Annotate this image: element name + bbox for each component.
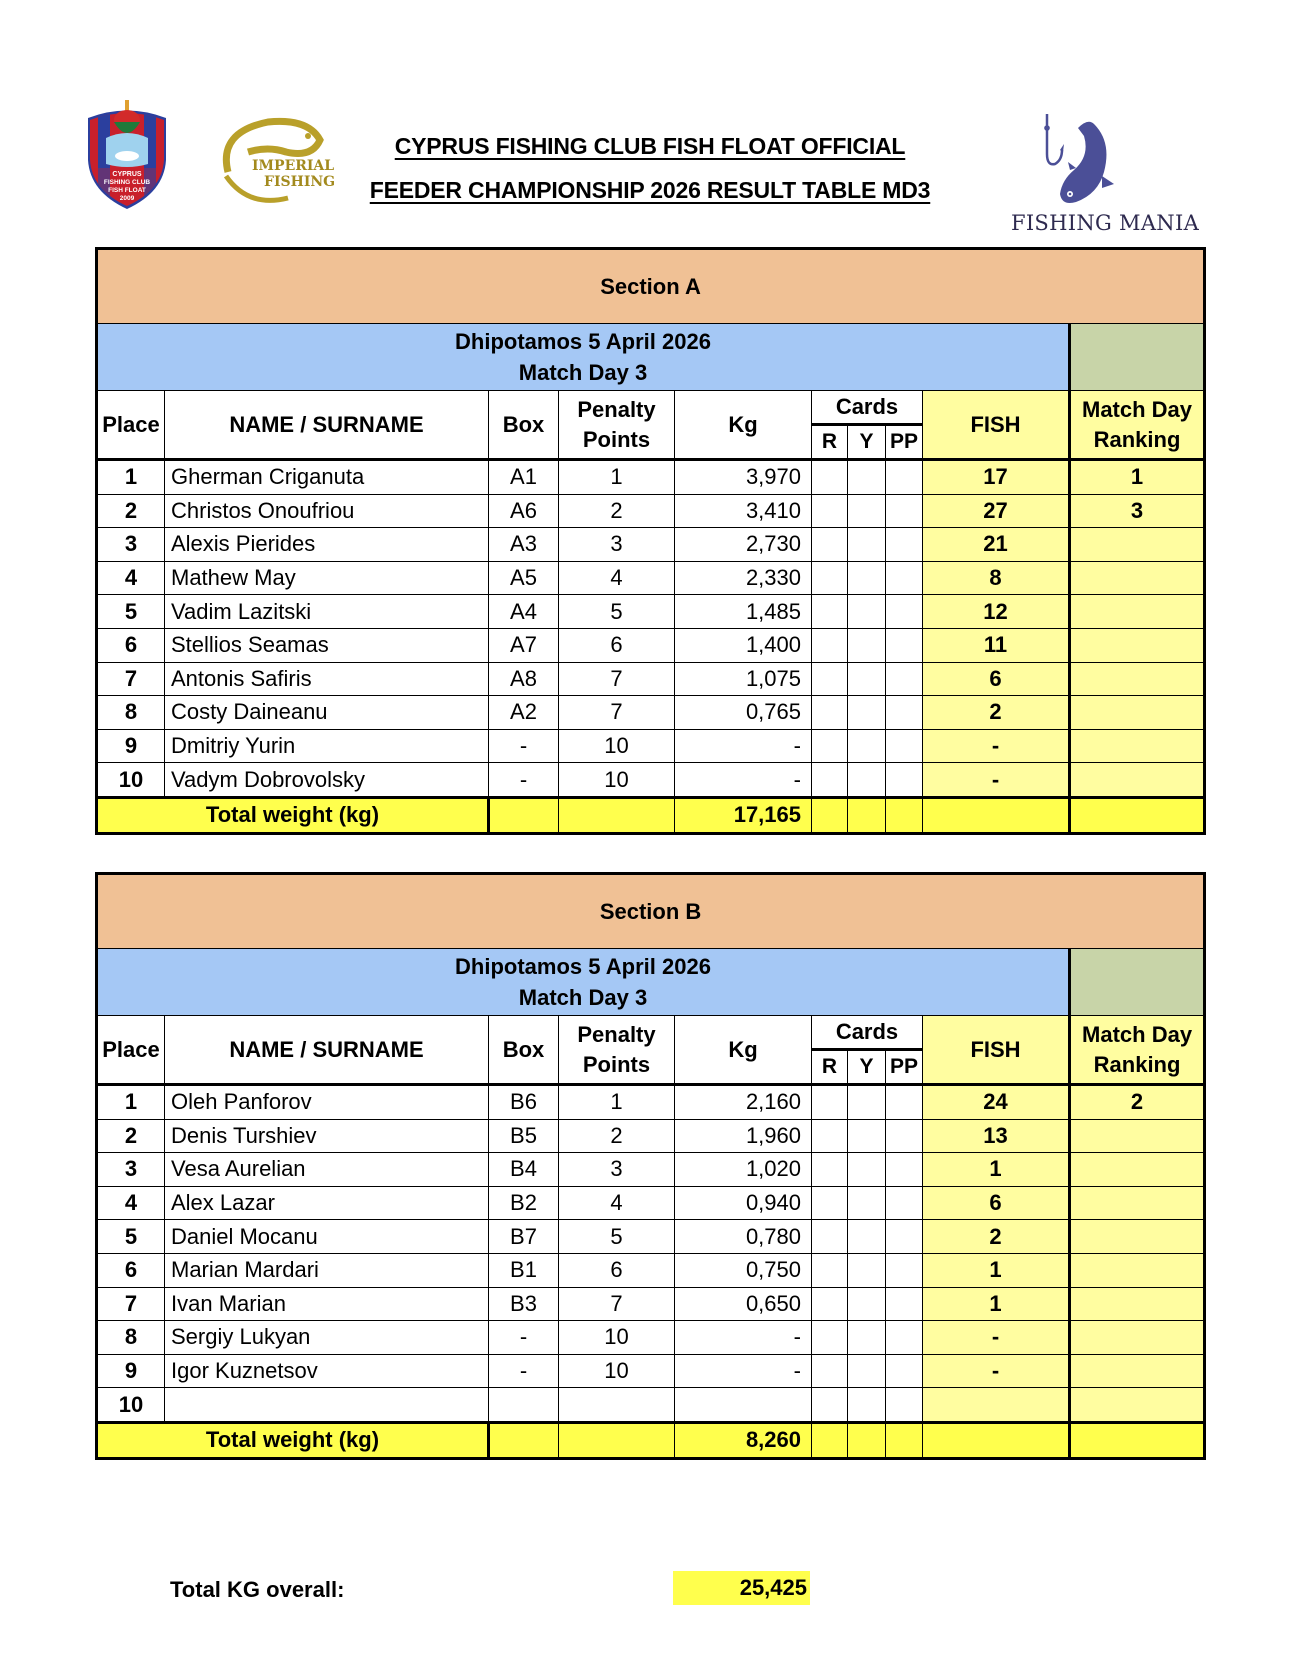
row-ranking (1070, 528, 1205, 562)
total-label: Total weight (kg) (97, 797, 489, 833)
row-name: Mathew May (165, 561, 489, 595)
row-ranking (1070, 1354, 1205, 1388)
imperial-fishing-logo (208, 112, 334, 212)
row-card-r (812, 1253, 848, 1287)
row-place: 5 (97, 595, 165, 629)
row-fish: - (923, 1354, 1070, 1388)
row-penalty: 3 (559, 528, 675, 562)
row-card-r (812, 1321, 848, 1355)
row-card-pp (886, 662, 923, 696)
col-penalty: Penalty Points (559, 391, 675, 460)
row-penalty: 10 (559, 763, 675, 798)
row-box: - (489, 729, 559, 763)
row-fish: - (923, 729, 1070, 763)
row-card-r (812, 1119, 848, 1153)
row-name: Ivan Marian (165, 1287, 489, 1321)
svg-text:IMPERIAL: IMPERIAL (252, 158, 334, 174)
section-b-results-table (95, 872, 1206, 1460)
row-card-r (812, 494, 848, 528)
table-row (97, 1153, 1205, 1187)
row-penalty: 2 (559, 1119, 675, 1153)
row-kg: 0,940 (675, 1186, 812, 1220)
row-card-y (848, 561, 886, 595)
row-place: 8 (97, 696, 165, 730)
ranking-header-spacer (1070, 949, 1205, 1016)
row-kg: - (675, 729, 812, 763)
row-ranking: 3 (1070, 494, 1205, 528)
row-box: A4 (489, 595, 559, 629)
table-row (97, 1287, 1205, 1321)
row-box: A3 (489, 528, 559, 562)
row-ranking (1070, 1321, 1205, 1355)
section-title: Section B (97, 874, 1205, 949)
row-fish: 11 (923, 628, 1070, 662)
row-card-r (812, 1388, 848, 1423)
col-place: Place (97, 1016, 165, 1085)
row-place: 2 (97, 1119, 165, 1153)
row-fish: - (923, 763, 1070, 798)
row-ranking (1070, 561, 1205, 595)
total-label: Total weight (kg) (97, 1422, 489, 1458)
row-card-pp (886, 1354, 923, 1388)
row-place: 9 (97, 1354, 165, 1388)
row-kg: 0,765 (675, 696, 812, 730)
row-card-pp (886, 561, 923, 595)
row-penalty: 1 (559, 460, 675, 495)
row-place: 2 (97, 494, 165, 528)
row-card-pp (886, 1321, 923, 1355)
row-card-y (848, 729, 886, 763)
table-row (97, 729, 1205, 763)
row-card-r (812, 528, 848, 562)
row-ranking: 2 (1070, 1085, 1205, 1120)
row-ranking (1070, 696, 1205, 730)
row-card-pp (886, 1186, 923, 1220)
row-fish: 8 (923, 561, 1070, 595)
table-row (97, 1388, 1205, 1423)
row-card-y (848, 763, 886, 798)
row-ranking (1070, 729, 1205, 763)
row-box: B2 (489, 1186, 559, 1220)
row-ranking (1070, 662, 1205, 696)
row-ranking (1070, 1186, 1205, 1220)
row-card-r (812, 696, 848, 730)
row-ranking (1070, 1388, 1205, 1423)
row-name: Oleh Panforov (165, 1085, 489, 1120)
row-name: Denis Turshiev (165, 1119, 489, 1153)
col-cards-r: R (812, 1050, 848, 1085)
row-place: 3 (97, 1153, 165, 1187)
col-cards-pp: PP (886, 425, 923, 460)
row-name: Vesa Aurelian (165, 1153, 489, 1187)
row-name: Vadim Lazitski (165, 595, 489, 629)
row-penalty: 10 (559, 729, 675, 763)
row-card-y (848, 1354, 886, 1388)
svg-text:CYPRUS: CYPRUS (112, 171, 142, 178)
ranking-header-spacer (1070, 324, 1205, 391)
row-card-pp (886, 1287, 923, 1321)
row-kg: - (675, 1321, 812, 1355)
table-row (97, 528, 1205, 562)
table-row (97, 1321, 1205, 1355)
cyprus-fishing-club-logo (82, 98, 172, 210)
row-card-pp (886, 729, 923, 763)
row-card-y (848, 1119, 886, 1153)
row-box (489, 1388, 559, 1423)
column-header-row (97, 1016, 1205, 1050)
venue-date: Dhipotamos 5 April 2026 (455, 329, 711, 354)
row-card-r (812, 460, 848, 495)
table-row (97, 460, 1205, 495)
row-box: B7 (489, 1220, 559, 1254)
row-place: 1 (97, 460, 165, 495)
row-penalty: 4 (559, 1186, 675, 1220)
row-ranking (1070, 628, 1205, 662)
row-card-r (812, 595, 848, 629)
row-box: B6 (489, 1085, 559, 1120)
row-name: Christos Onoufriou (165, 494, 489, 528)
row-card-r (812, 1153, 848, 1187)
col-box: Box (489, 391, 559, 460)
row-card-pp (886, 1085, 923, 1120)
row-card-y (848, 1186, 886, 1220)
row-card-r (812, 763, 848, 798)
match-day-label: Match Day 3 (518, 360, 648, 385)
row-penalty: 2 (559, 494, 675, 528)
row-place: 4 (97, 561, 165, 595)
row-penalty: 4 (559, 561, 675, 595)
row-box: A7 (489, 628, 559, 662)
row-card-y (848, 1153, 886, 1187)
row-kg: 1,960 (675, 1119, 812, 1153)
col-cards-pp: PP (886, 1050, 923, 1085)
hook-and-fish-icon (1010, 110, 1200, 210)
col-fish: FISH (923, 391, 1070, 460)
row-box: B3 (489, 1287, 559, 1321)
venue-date-cell (97, 949, 1070, 1016)
section-title: Section A (97, 249, 1205, 324)
row-penalty: 6 (559, 628, 675, 662)
row-card-y (848, 628, 886, 662)
row-card-y (848, 1220, 886, 1254)
total-row (97, 797, 1205, 833)
table-row (97, 1085, 1205, 1120)
row-name: Costy Daineanu (165, 696, 489, 730)
row-card-y (848, 595, 886, 629)
row-place: 10 (97, 1388, 165, 1423)
row-fish: 17 (923, 460, 1070, 495)
row-card-y (848, 696, 886, 730)
row-name: Daniel Mocanu (165, 1220, 489, 1254)
row-place: 10 (97, 763, 165, 798)
row-fish: 27 (923, 494, 1070, 528)
row-penalty: 1 (559, 1085, 675, 1120)
svg-text:FISHING: FISHING (264, 174, 334, 190)
total-kg: 17,165 (675, 797, 812, 833)
row-kg: 0,780 (675, 1220, 812, 1254)
svg-text:FISHING CLUB: FISHING CLUB (103, 179, 151, 186)
row-place: 9 (97, 729, 165, 763)
row-name: Vadym Dobrovolsky (165, 763, 489, 798)
row-card-r (812, 729, 848, 763)
row-name: Sergiy Lukyan (165, 1321, 489, 1355)
row-penalty: 7 (559, 1287, 675, 1321)
row-card-y (848, 1085, 886, 1120)
row-ranking (1070, 1220, 1205, 1254)
row-box: B5 (489, 1119, 559, 1153)
row-penalty: 10 (559, 1321, 675, 1355)
row-kg: 2,160 (675, 1085, 812, 1120)
col-ranking: Match Day Ranking (1070, 1016, 1205, 1085)
row-card-y (848, 1388, 886, 1423)
row-fish: 2 (923, 696, 1070, 730)
svg-text:FISH FLOAT: FISH FLOAT (108, 187, 146, 194)
row-card-pp (886, 628, 923, 662)
document-title-line-1: CYPRUS FISHING CLUB FISH FLOAT OFFICIAL (394, 133, 906, 159)
section-header-row (97, 249, 1205, 324)
col-kg: Kg (675, 1016, 812, 1085)
row-fish: - (923, 1321, 1070, 1355)
row-kg: 2,330 (675, 561, 812, 595)
row-fish: 6 (923, 1186, 1070, 1220)
row-kg: - (675, 763, 812, 798)
row-name: Dmitriy Yurin (165, 729, 489, 763)
row-name: Igor Kuznetsov (165, 1354, 489, 1388)
row-fish: 21 (923, 528, 1070, 562)
row-name: Gherman Criganuta (165, 460, 489, 495)
overall-total-label: Total KG overall: (170, 1577, 345, 1602)
row-card-y (848, 662, 886, 696)
match-day-label: Match Day 3 (518, 985, 648, 1010)
venue-row (97, 324, 1205, 391)
row-fish: 13 (923, 1119, 1070, 1153)
overall-total-value: 25,425 (673, 1571, 810, 1605)
row-fish: 12 (923, 595, 1070, 629)
row-kg (675, 1388, 812, 1423)
row-penalty: 3 (559, 1153, 675, 1187)
row-fish: 1 (923, 1287, 1070, 1321)
row-fish (923, 1388, 1070, 1423)
col-box: Box (489, 1016, 559, 1085)
row-place: 1 (97, 1085, 165, 1120)
row-name (165, 1388, 489, 1423)
row-place: 8 (97, 1321, 165, 1355)
venue-date: Dhipotamos 5 April 2026 (455, 954, 711, 979)
col-fish: FISH (923, 1016, 1070, 1085)
row-box: B1 (489, 1253, 559, 1287)
row-name: Stellios Seamas (165, 628, 489, 662)
row-place: 5 (97, 1220, 165, 1254)
row-box: - (489, 1321, 559, 1355)
section-a-results-table (95, 247, 1206, 835)
row-card-pp (886, 1153, 923, 1187)
row-card-pp (886, 1220, 923, 1254)
col-cards: Cards (812, 1016, 923, 1050)
imperial-fish-icon (208, 112, 334, 212)
total-row (97, 1422, 1205, 1458)
table-row (97, 1220, 1205, 1254)
venue-date-cell (97, 324, 1070, 391)
row-ranking (1070, 595, 1205, 629)
row-box: A6 (489, 494, 559, 528)
row-penalty (559, 1388, 675, 1423)
table-row (97, 696, 1205, 730)
row-card-y (848, 494, 886, 528)
club-crest-icon (82, 98, 172, 210)
row-kg: 1,020 (675, 1153, 812, 1187)
document-title-line-2: FEEDER CHAMPIONSHIP 2026 RESULT TABLE MD3 (369, 177, 931, 203)
fishing-mania-logo (1010, 110, 1200, 235)
row-place: 3 (97, 528, 165, 562)
col-cards-y: Y (848, 425, 886, 460)
row-place: 4 (97, 1186, 165, 1220)
table-row (97, 561, 1205, 595)
row-name: Alexis Pierides (165, 528, 489, 562)
row-card-r (812, 1220, 848, 1254)
row-ranking (1070, 1253, 1205, 1287)
row-card-pp (886, 763, 923, 798)
row-card-pp (886, 696, 923, 730)
row-kg: 1,485 (675, 595, 812, 629)
row-name: Marian Mardari (165, 1253, 489, 1287)
row-fish: 2 (923, 1220, 1070, 1254)
row-place: 6 (97, 628, 165, 662)
row-card-r (812, 1354, 848, 1388)
row-box: A2 (489, 696, 559, 730)
col-penalty: Penalty Points (559, 1016, 675, 1085)
row-name: Alex Lazar (165, 1186, 489, 1220)
row-box: A5 (489, 561, 559, 595)
row-box: - (489, 1354, 559, 1388)
row-kg: 3,970 (675, 460, 812, 495)
row-card-y (848, 1253, 886, 1287)
row-card-pp (886, 460, 923, 495)
col-cards-y: Y (848, 1050, 886, 1085)
row-kg: 1,075 (675, 662, 812, 696)
col-name: NAME / SURNAME (165, 391, 489, 460)
col-cards: Cards (812, 391, 923, 425)
row-penalty: 5 (559, 595, 675, 629)
row-card-y (848, 460, 886, 495)
row-ranking (1070, 1153, 1205, 1187)
row-ranking: 1 (1070, 460, 1205, 495)
table-row (97, 628, 1205, 662)
row-penalty: 5 (559, 1220, 675, 1254)
row-card-pp (886, 494, 923, 528)
svg-text:2009: 2009 (119, 195, 135, 202)
row-card-pp (886, 1388, 923, 1423)
row-penalty: 10 (559, 1354, 675, 1388)
row-place: 7 (97, 1287, 165, 1321)
row-box: B4 (489, 1153, 559, 1187)
row-penalty: 7 (559, 662, 675, 696)
row-box: - (489, 763, 559, 798)
row-box: A1 (489, 460, 559, 495)
table-row (97, 1253, 1205, 1287)
row-kg: 2,730 (675, 528, 812, 562)
row-card-pp (886, 528, 923, 562)
row-place: 6 (97, 1253, 165, 1287)
row-card-r (812, 1287, 848, 1321)
row-place: 7 (97, 662, 165, 696)
row-card-r (812, 662, 848, 696)
table-row (97, 1186, 1205, 1220)
total-kg: 8,260 (675, 1422, 812, 1458)
row-card-r (812, 1085, 848, 1120)
row-card-pp (886, 1253, 923, 1287)
table-row (97, 494, 1205, 528)
row-fish: 1 (923, 1153, 1070, 1187)
row-kg: - (675, 1354, 812, 1388)
table-row (97, 662, 1205, 696)
col-name: NAME / SURNAME (165, 1016, 489, 1085)
row-card-pp (886, 1119, 923, 1153)
row-kg: 0,750 (675, 1253, 812, 1287)
row-box: A8 (489, 662, 559, 696)
column-header-row (97, 391, 1205, 425)
row-card-pp (886, 595, 923, 629)
table-row (97, 763, 1205, 798)
row-penalty: 6 (559, 1253, 675, 1287)
row-card-y (848, 1287, 886, 1321)
row-card-r (812, 628, 848, 662)
row-kg: 1,400 (675, 628, 812, 662)
row-card-r (812, 561, 848, 595)
table-row (97, 1119, 1205, 1153)
row-name: Antonis Safiris (165, 662, 489, 696)
fishing-mania-wordmark: FISHING MANIA (1010, 211, 1200, 235)
row-card-r (812, 1186, 848, 1220)
row-fish: 1 (923, 1253, 1070, 1287)
col-cards-r: R (812, 425, 848, 460)
col-kg: Kg (675, 391, 812, 460)
row-fish: 6 (923, 662, 1070, 696)
row-fish: 24 (923, 1085, 1070, 1120)
table-row (97, 595, 1205, 629)
row-ranking (1070, 1287, 1205, 1321)
row-ranking (1070, 763, 1205, 798)
row-penalty: 7 (559, 696, 675, 730)
col-ranking: Match Day Ranking (1070, 391, 1205, 460)
row-card-y (848, 1321, 886, 1355)
row-ranking (1070, 1119, 1205, 1153)
section-header-row (97, 874, 1205, 949)
row-kg: 3,410 (675, 494, 812, 528)
col-place: Place (97, 391, 165, 460)
table-row (97, 1354, 1205, 1388)
row-kg: 0,650 (675, 1287, 812, 1321)
row-card-y (848, 528, 886, 562)
venue-row (97, 949, 1205, 1016)
